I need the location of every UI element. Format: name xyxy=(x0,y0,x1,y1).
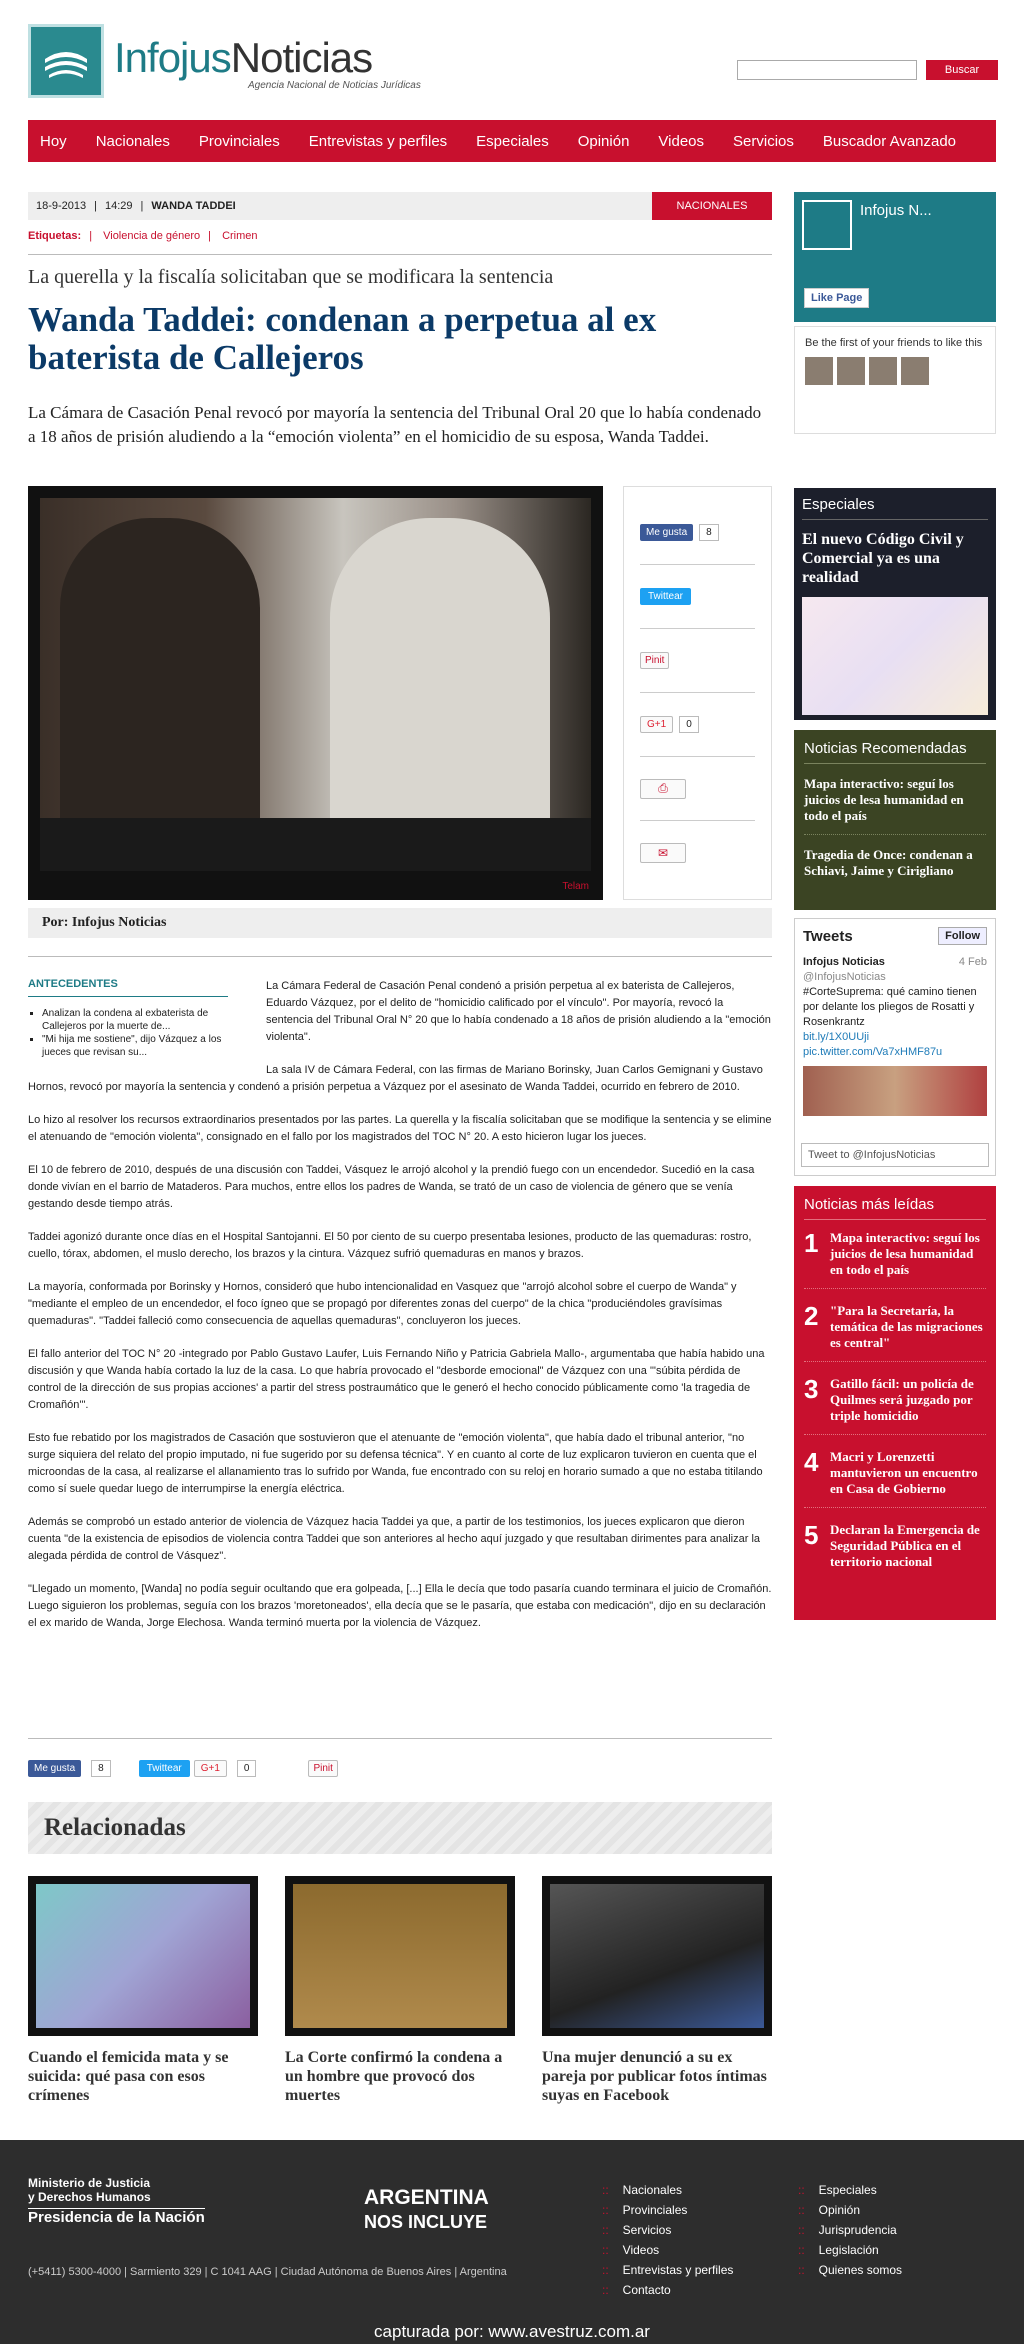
especiales-box xyxy=(794,488,996,720)
related-card[interactable] xyxy=(542,1876,772,2105)
footer-address: (+5411) 5300-4000 | Sarmiento 329 | C 1041 AAG | Ciudad Autónoma de Buenos Aires | Argentina xyxy=(28,2266,507,2278)
article-paragraph: Lo hizo al resolver los recursos extraordinarios presentados por las partes. La querella y la fiscalía solicitaban que se modifique la sentencia y se elimine el atenuando de "emoción violenta", consignado en el fallo por los magistrados del TOC N° 20. A esto hicieron lugar los jueces. xyxy=(28,1114,772,1143)
related-card[interactable] xyxy=(28,1876,258,2105)
article-paragraph: Taddei agonizó durante once días en el Hospital Santojanni. El 50 por ciento de su cuerpo presentaba lesiones, producto de las quemaduras: rostro, cuello, tórax, abdomen, el muslo derecho, los brazos y la cintura. Vázquez sufrió quemaduras en manos y brazos. xyxy=(28,1231,752,1260)
tweet-date[interactable]: 4 Feb xyxy=(958,956,987,968)
nav-item-servicios[interactable]: Servicios xyxy=(733,132,794,150)
twitter-widget xyxy=(794,918,996,1176)
article-kicker: La querella y la fiscalía solicitaban que se modificara la sentencia xyxy=(28,266,554,288)
logo-brand-a: Infojus xyxy=(114,34,231,81)
antecedentes-box xyxy=(28,978,228,1059)
logo-subtitle: Agencia Nacional de Noticias Jurídicas xyxy=(248,80,421,91)
footer-link[interactable]: :: Servicios xyxy=(602,2220,733,2240)
search-input[interactable] xyxy=(737,60,917,80)
tweet-to-input[interactable]: Tweet to @InfojusNoticias xyxy=(801,1143,989,1167)
gplus-button[interactable]: G+1 xyxy=(194,1760,227,1777)
fb-friends-text: Be the first of your friends to like this xyxy=(805,337,983,349)
article-photo xyxy=(28,486,603,900)
recomendadas-heading: Noticias Recomendadas xyxy=(804,740,986,764)
nav-item-especiales[interactable]: Especiales xyxy=(476,132,549,150)
nav-item-entrevistas[interactable]: Entrevistas y perfiles xyxy=(308,132,448,150)
footer-link[interactable]: :: Quienes somos xyxy=(798,2260,902,2280)
rank-number: 2 xyxy=(804,1301,819,1331)
mas-leida-item[interactable] xyxy=(804,1449,986,1508)
avatar[interactable] xyxy=(837,357,865,385)
mas-leida-item[interactable] xyxy=(804,1230,986,1289)
share-bar-bottom xyxy=(28,1760,338,1777)
mas-leidas-heading: Noticias más leídas xyxy=(804,1196,986,1220)
mas-leida-title[interactable]: Declaran la Emergencia de Seguridad Pública en el territorio nacional xyxy=(830,1522,980,1569)
share-panel xyxy=(623,486,772,900)
facebook-like-count: 8 xyxy=(91,1760,111,1777)
article-lead: La Cámara de Casación Penal revocó por mayoría la sentencia del Tribunal Oral 20 que lo había condenado a 18 años de prisión aludiendo a la “emoción violenta” en el homicidio de su esposa, Wanda Taddei. xyxy=(28,403,762,446)
argentina-logo[interactable] xyxy=(364,2186,489,2234)
tweets-heading: Tweets xyxy=(803,927,853,945)
site-logo-text[interactable] xyxy=(114,34,372,82)
footer-link[interactable]: :: Jurisprudencia xyxy=(798,2220,902,2240)
nav-item-videos[interactable]: Videos xyxy=(658,132,705,150)
article-paragraph: La mayoría, conformada por Borinsky y Hornos, consideró que hubo intencionalidad en Vasquez que "arrojó alcohol sobre el cuerpo de Wanda" y "mediante el empleo de un encendedor, el foco ígneo que se propagó por diferentes zonas del cuerpo" de la chica "produciéndoles gravísimas quemaduras". "Taddei falleció como consecuencia de aquellas quemaduras", concluyeron los jueces. xyxy=(28,1281,737,1327)
antecedente-link[interactable]: ▪ "Mi hija me sostiene", dijo Vázquez a los jueces que revisan su... xyxy=(42,1033,228,1059)
footer-link[interactable]: :: Provinciales xyxy=(602,2200,733,2220)
nav-item-buscador[interactable]: Buscador Avanzado xyxy=(822,132,957,150)
byline: Por: Infojus Noticias xyxy=(28,908,772,938)
footer-link[interactable]: :: Videos xyxy=(602,2240,733,2260)
twitter-share-button[interactable]: Twittear xyxy=(640,588,691,605)
mas-leidas-box xyxy=(794,1186,996,1620)
nav-item-opinion[interactable]: Opinión xyxy=(577,132,630,150)
mas-leida-title[interactable]: Macri y Lorenzetti mantuvieron un encuentro en Casa de Gobierno xyxy=(830,1449,978,1496)
tweet xyxy=(803,955,987,1116)
divider xyxy=(28,956,772,957)
article-date: 18-9-2013 xyxy=(36,200,87,212)
related-heading: Relacionadas xyxy=(44,1814,186,1841)
gplus-count: 0 xyxy=(679,716,699,733)
especiales-image[interactable] xyxy=(802,597,988,715)
antecedentes-title: ANTECEDENTES xyxy=(28,978,228,997)
tag-link[interactable]: Violencia de género xyxy=(103,230,201,242)
related-heading-bar xyxy=(28,1802,772,1854)
recomendada-link[interactable]: Tragedia de Once: condenan a Schiavi, Jaime y Cirigliano xyxy=(804,847,973,878)
article-topic[interactable]: WANDA TADDEI xyxy=(151,200,236,212)
mas-leida-item[interactable] xyxy=(804,1303,986,1362)
footer-links-col2 xyxy=(798,2180,902,2280)
antecedente-link[interactable]: ▪ Analizan la condena al exbaterista de Callejeros por la muerte de... xyxy=(42,1007,228,1033)
fb-page-name[interactable]: Infojus N... xyxy=(860,202,932,219)
article-time: 14:29 xyxy=(105,200,133,212)
article-paragraph: El fallo anterior del TOC N° 20 -integrado por Pablo Gustavo Laufer, Luis Fernando Niño y Patricia Gabriela Mallo-, argumentaba que había habido una discusión y que Wanda había cortado la luz de la casa. Lo que habría provocado el "desborde emocional" de Vázquez con una "'súbita pérdida de control de la dirección de sus propias acciones' a partir del stress postraumático que le generó el hecho conocido públicamente como 'la tragedia de Cromañón'". xyxy=(28,1348,765,1411)
presidency-name: Presidencia de la Nación xyxy=(28,2209,205,2226)
recomendadas-box xyxy=(794,730,996,910)
article-paragraph: Esto fue rebatido por los magistrados de Casación que sostuvieron que el atenuante de "emoción violenta", que había dado el tribunal anterior, "no surge siquiera del relato del propio imputado, ni fue sugerido por su defensa técnica". Y en cuanto al corte de luz explicaron tuvieron en cuenta que el microondas de la casa, al realizarse el allanamiento tras lo sufrido por Wanda, fue encontrado con su reloj en horario sumado a que no estaba titilando como sí suele quedar luego de interrumpirse la energía eléctrica. xyxy=(28,1432,763,1495)
ministry-name: Ministerio de Justicia y Derechos Humanos xyxy=(28,2176,151,2204)
avatar[interactable] xyxy=(869,357,897,385)
twitter-share-button[interactable]: Twittear xyxy=(139,1760,190,1777)
pinterest-button[interactable]: Pinit xyxy=(640,652,669,669)
footer-link[interactable]: :: Contacto xyxy=(602,2280,733,2300)
photo-credit: Telam xyxy=(562,881,589,892)
fb-like-page-button[interactable]: Like Page xyxy=(804,288,869,308)
twitter-follow-button[interactable]: Follow xyxy=(938,927,987,945)
nav-item-nacionales[interactable]: Nacionales xyxy=(95,132,170,150)
fb-friend-avatars xyxy=(805,357,985,385)
divider xyxy=(28,254,772,255)
related-image[interactable] xyxy=(542,1876,772,2036)
gplus-button[interactable]: G+1 xyxy=(640,716,673,733)
nav-item-provinciales[interactable]: Provinciales xyxy=(198,132,280,150)
tweet-image[interactable] xyxy=(803,1066,987,1116)
pinterest-button[interactable]: Pinit xyxy=(308,1760,337,1777)
rank-number: 5 xyxy=(804,1520,819,1550)
related-title[interactable]: La Corte confirmó la condena a un hombre que provocó dos muertes xyxy=(285,2049,503,2104)
mas-leida-title[interactable]: "Para la Secretaría, la temática de las migraciones es central" xyxy=(830,1303,983,1350)
gplus-count: 0 xyxy=(237,1760,257,1777)
rank-number: 1 xyxy=(804,1228,819,1258)
main-nav xyxy=(28,120,996,162)
article-paragraph: El 10 de febrero de 2010, después de una discusión con Taddei, Vásquez le arrojó alcohol y la prendió fuego con un encendedor. Sucedió en la casa donde vivían en el barrio de Mataderos. Para muchos, entre ellos los padres de Wanda, se trató de un caso de violencia de género que se venía gestando desde tiempo atrás. xyxy=(28,1164,755,1210)
article-paragraph: "Llegado un momento, [Wanda] no podía seguir ocultando que era golpeada, [...] Ella le decía que todo pasaría cuando terminara el juicio de Cromañón. Luego siguieron los problemas, seguía con los brazos 'moretoneados', ella decía que se le pasaría, que estaba con medicación", dijo en su declaración el ex marido de Wanda, Jorge Elechosa. Wanda terminó muerta por la violencia de Vázquez. xyxy=(28,1583,772,1629)
tweet-handle[interactable]: @InfojusNoticias xyxy=(803,971,886,983)
article-meta-bar: 18-9-2013 | 14:29 | WANDA TADDEI xyxy=(28,192,772,220)
nos-incluye-text: NOS INCLUYE xyxy=(364,2212,488,2232)
tweet-link[interactable]: bit.ly/1X0UUji pic.twitter.com/Va7xHMF87u xyxy=(803,1031,943,1058)
site-footer xyxy=(0,2140,1024,2344)
article-body xyxy=(28,978,772,1648)
avatar[interactable] xyxy=(901,357,929,385)
mas-leida-title[interactable]: Gatillo fácil: un policía de Quilmes será juzgado por triple homicidio xyxy=(830,1376,974,1423)
search-button[interactable]: Buscar xyxy=(926,60,998,80)
footer-link[interactable]: :: Legislación xyxy=(798,2240,902,2260)
book-logo-icon[interactable] xyxy=(28,24,104,98)
facebook-like-button[interactable]: Me gusta xyxy=(28,1760,81,1777)
footer-link[interactable]: :: Entrevistas y perfiles xyxy=(602,2260,733,2280)
divider xyxy=(28,1738,772,1739)
capture-watermark: capturada por: www.avestruz.com.ar xyxy=(374,2322,650,2341)
email-icon[interactable]: ✉ xyxy=(640,843,686,863)
nav-item-hoy[interactable]: Hoy xyxy=(40,132,67,150)
avatar[interactable] xyxy=(805,357,833,385)
page-title: Wanda Taddei: condenan a perpetua al ex baterista de Callejeros xyxy=(28,300,657,377)
tags-row: Etiquetas: | Violencia de género | Crimen xyxy=(28,230,258,242)
site-header xyxy=(28,22,998,102)
ministry-logo[interactable] xyxy=(28,2176,205,2225)
footer-link[interactable]: :: Opinión xyxy=(798,2200,902,2220)
recomendada-link[interactable]: Mapa interactivo: seguí los juicios de lesa humanidad en todo el país xyxy=(804,776,986,835)
tweet-text: #CorteSuprema: qué camino tienen por delante los pliegos de Rosatti y Rosenkrantz xyxy=(803,986,977,1028)
footer-link[interactable]: :: Nacionales xyxy=(602,2180,733,2200)
print-icon[interactable]: ⎙ xyxy=(640,779,686,799)
tag-link[interactable]: Crimen xyxy=(222,230,258,242)
mas-leida-item[interactable] xyxy=(804,1376,986,1435)
logo-brand-b: Noticias xyxy=(230,34,373,81)
related-title[interactable]: Cuando el femicida mata y se suicida: qué pasa con esos crímenes xyxy=(28,2049,229,2104)
especiales-title[interactable]: El nuevo Código Civil y Comercial ya es una realidad xyxy=(802,531,964,586)
mas-leida-title[interactable]: Mapa interactivo: seguí los juicios de lesa humanidad en todo el país xyxy=(830,1230,980,1277)
tweet-user[interactable]: Infojus Noticias xyxy=(803,956,885,968)
especiales-heading: Especiales xyxy=(802,496,988,520)
related-image[interactable] xyxy=(28,1876,258,2036)
related-title[interactable]: Una mujer denunció a su ex pareja por publicar fotos íntimas suyas en Facebook xyxy=(542,2049,767,2104)
facebook-like-count: 8 xyxy=(699,524,719,541)
article-paragraph: Además se comprobó un estado anterior de violencia de Vázquez hacia Taddei ya que, a partir de los testimonios, los jueces explicaron que dieron cuenta "de la existencia de episodios de violencia contra Taddei que son anteriores al hecho aquí juzgado y que resultaban dirimentes para analizar la alegada pérdida de control de Vásquez". xyxy=(28,1516,761,1562)
article-paragraph: La Cámara Federal de Casación Penal condenó a prisión perpetua al ex baterista de Callejeros, Eduardo Vázquez, por el delito de "homicidio calificado por el vínculo". Por mayoría, revocó la sentencia del Tribunal Oral N° 20 que lo había condenado a 18 años de prisión aludiendo a la "emoción violenta". xyxy=(266,980,771,1043)
footer-links-col1 xyxy=(602,2180,733,2300)
mas-leida-item[interactable] xyxy=(804,1522,986,1580)
fb-friends-box xyxy=(794,326,996,434)
rank-number: 3 xyxy=(804,1374,819,1404)
photo-image xyxy=(40,498,591,871)
fb-page-logo-icon xyxy=(802,200,852,250)
article-paragraph: La sala IV de Cámara Federal, con las firmas de Mariano Borinsky, Juan Carlos Gemignani y Gustavo Hornos, revocó por mayoría la sentencia y condenó a prisión perpetua a Vázquez por el asesinato de Wanda Taddei, ocurrido en febrero de 2010. xyxy=(28,1064,763,1093)
facebook-like-button[interactable]: Me gusta xyxy=(640,524,693,541)
footer-link[interactable]: :: Especiales xyxy=(798,2180,902,2200)
argentina-text: ARGENTINA xyxy=(364,2186,489,2209)
rank-number: 4 xyxy=(804,1447,819,1477)
related-card[interactable] xyxy=(285,1876,515,2105)
section-badge[interactable]: NACIONALES xyxy=(652,192,772,220)
tags-label: Etiquetas: xyxy=(28,230,82,242)
related-image[interactable] xyxy=(285,1876,515,2036)
facebook-page-widget[interactable] xyxy=(794,192,996,322)
